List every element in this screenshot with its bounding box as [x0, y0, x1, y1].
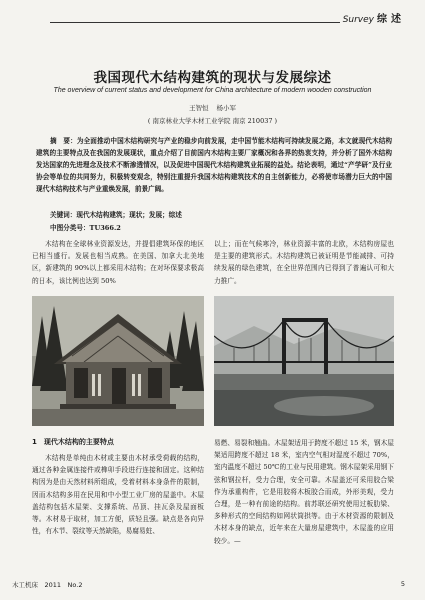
section-1-right-column: 易燃、易裂和翘曲。木屋架适用于跨度不超过 15 米，钢木屋架适用跨度不超过 18 米，室内空气相对湿度不超过 70%，室内温度不超过 50℃的工业与民用建筑。钢木屋架采用钢下弦和钢拉杆，受力合理，安全可靠。木屋盖还可采用胶合梁作为承重构件，它是用胶将木板胶合而成，外形美观，受力合理，是一种有前途的结构。前苏联还研究使用过板肋梁、多种形式的空间结构如网状筒拱等。由于木材资源的限制及木材本身的缺点，近年来在大量房屋建筑中，木屋盖的应用较少。— — [214, 439, 394, 545]
section-1-heading: 1 现代木结构的主要特点 — [32, 438, 114, 446]
section-1-left-column: 木结构是单纯由木材或主要由木材承受荷载的结构，通过各种金属连接件或榫卯手段进行连接和固定。这种结构因为是由天然材料所组成，受着材料本身条件的限制，因而木结构多用在民用和中小型工业厂房的屋盖中。木屋盖结构包括木屋架、支撑系统、吊顶、挂瓦条及屋面板等。木材易于取材，加工方便，质轻且强。缺点是各向异性，有木节、裂纹等天然缺陷，易腐易蛀、 — [32, 454, 204, 536]
header-rule — [50, 8, 340, 23]
keywords: 关键词：现代木结构建筑；现状；发展；综述 — [50, 211, 182, 219]
timber-bridge-illustration — [214, 296, 394, 426]
timber-bridge-photo — [214, 296, 394, 426]
abstract — [36, 135, 392, 195]
article-title-cn: 我国现代木结构建筑的现状与发展综述 — [93, 70, 332, 86]
timber-house-illustration — [32, 296, 204, 426]
header-section-cn: 综述 — [377, 14, 405, 25]
timber-house-photo — [32, 296, 204, 426]
abstract-text: 为全面推动中国木结构研究与产业的稳步向前发展，走中国节能木结构可持续发展之路，本文就现代木结构建筑的主要特点及在我国的发展现状，重点介绍了目前国内木结构主要厂家概况和各界的热衷支持，并分析了国外木结构发达国家的先进理念及技术不断渗透情况，以及促进中国现代木结构建筑业拓展的益处。结论表明，通过“产学研”及行业协会等单位的共同努力，积极转变观念，特别注重提升我国木结构建筑技术的自主创新能力，必将使市场潜力巨大的中国现代木结构技术与产业重焕发展，前景广阔。 — [36, 137, 393, 193]
classification-number: 中图分类号：TU366.2 — [50, 224, 121, 232]
intro-right-column: 以上；而在气候寒冷，林业资源丰富的北欧，木结构房屋也是主要的建筑形式。木结构建筑已被证明是节能减排、可持续发展的绿色建筑，在全世界范围内已得到了普遍认可和大力推广。 — [214, 240, 394, 285]
abstract-label: 摘 要： — [50, 137, 77, 145]
article-affiliation: ( 南京林业大学木材工业学院 南京 210037 ) — [147, 117, 278, 125]
article-title-en: The overview of current status and development for China architecture of modern wooden construction — [53, 87, 372, 94]
article-authors: 王智恒 杨小军 — [188, 104, 237, 112]
running-header — [50, 8, 405, 26]
journal-footer: 木工机床 2011 No.2 — [12, 581, 83, 589]
intro-left-column: 木结构在全球林业资源发达，并提倡建筑环保的地区已相当盛行。发展也相当成熟。在美国、加拿大北美地区，新建筑的 90%以上都采用木结构；在对环保要求极高的日本，该比例也达到 50% — [32, 240, 204, 285]
header-section-en: Survey — [342, 15, 374, 25]
page-number: 5 — [400, 580, 405, 588]
